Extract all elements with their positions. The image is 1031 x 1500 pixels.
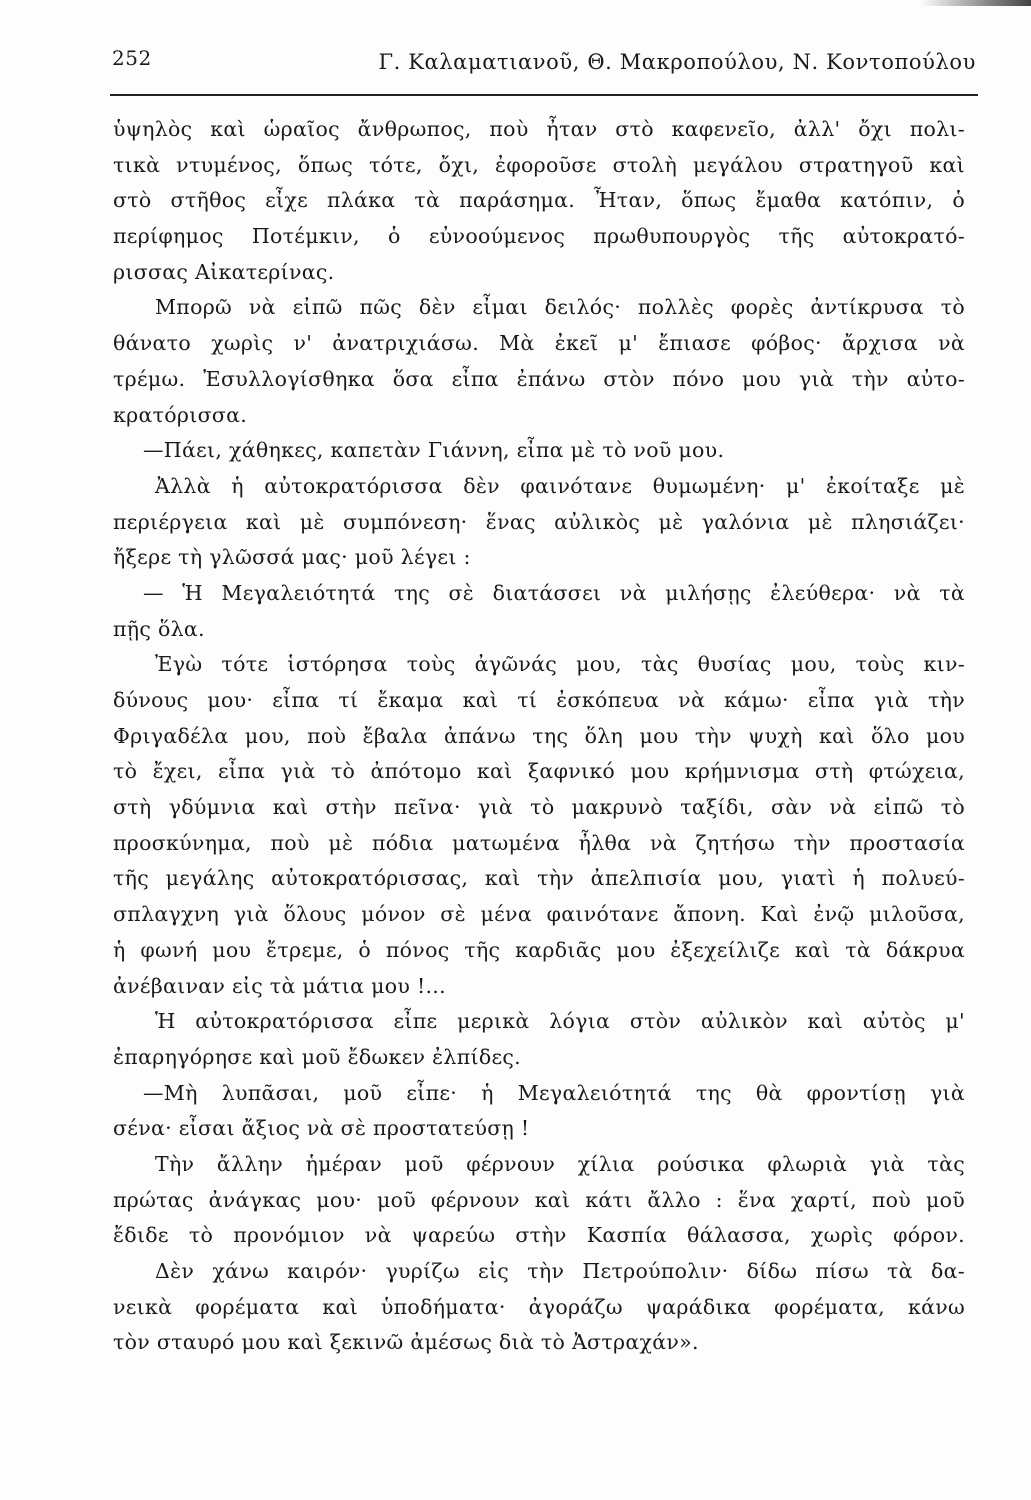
text-line: Ἀλλὰ ἡ αὐτοκρατόρισσα δὲν φαινότανε θυμωμένη· μ' ἐκοίταξε μὲ [155,473,965,498]
text-line: νεικὰ φορέματα καὶ ὑποδήματα· ἀγοράζω ψαράδικα φορέματα, κάνω [113,1294,965,1319]
text-line: ὑψηλὸς καὶ ὡραῖος ἄνθρωπος, ποὺ ἦταν στὸ καφενεῖο, ἀλλ' ὄχι πολι- [113,117,965,141]
text-line: Ἐγὼ τότε ἱστόρησα τοὺς ἀγῶνάς μου, τὰς θυσίας μου, τοὺς κιν- [155,652,965,677]
page-header [110,38,980,88]
text-line: τῆς μεγάλης αὐτοκρατόρισσας, καὶ τὴν ἀπελπισία μου, γιατὶ ἡ πολυεύ- [113,866,965,891]
text-line: πῇς ὅλα. [113,616,205,641]
text-line: Μπορῶ νὰ εἰπῶ πῶς δὲν εἶμαι δειλός· πολλὲς φορὲς ἀντίκρυσα τὸ [155,295,965,320]
text-line: —Μὴ λυπᾶσαι, μοῦ εἶπε· ἡ Μεγαλειότητά της θὰ φροντίσῃ γιὰ [143,1080,965,1105]
text-line: Ἡ αὐτοκρατόρισσα εἶπε μερικὰ λόγια στὸν αὐλικὸν καὶ αὐτὸς μ' [155,1009,965,1034]
text-line: περιέργεια καὶ μὲ συμπόνεση· ἕνας αὐλικὸς μὲ γαλόνια μὲ πλησιάζει· [113,509,965,534]
text-line: ἔδιδε τὸ προνόμιον νὰ ψαρεύω στὴν Κασπία θάλασσα, χωρὶς φόρον. [113,1223,965,1248]
text-line: στὸ στῆθος εἶχε πλάκα τὰ παράσημα. Ἦταν, ὅπως ἔμαθα κατόπιν, ὁ [113,188,965,213]
text-line: ἐπαρηγόρησε καὶ μοῦ ἔδωκεν ἐλπίδες. [113,1044,521,1069]
text-line: τὸν σταυρό μου καὶ ξεκινῶ ἀμέσως διὰ τὸ Ἀστραχάν». [113,1330,699,1355]
text-line: ἀνέβαιναν εἰς τὰ μάτια μου !... [113,973,446,998]
text-line: σένα· εἶσαι ἄξιος νὰ σὲ προστατεύσῃ ! [113,1116,530,1141]
text-line: θάνατο χωρὶς ν' ἀνατριχιάσω. Μὰ ἐκεῖ μ' ἔπιασε φόβος· ἄρχισα νὰ [113,331,965,356]
text-line: Τὴν ἄλλην ἡμέραν μοῦ φέρνουν χίλια ρούσικα φλωριὰ γιὰ τὰς [155,1151,965,1176]
header-rule [110,94,978,96]
text-line: τρέμω. Ἐσυλλογίσθηκα ὅσα εἶπα ἐπάνω στὸν πόνο μου γιὰ τὴν αὐτο- [113,366,965,391]
text-line: ρισσας Αἰκατερίνας. [113,259,335,284]
text-line: Δὲν χάνω καιρόν· γυρίζω εἰς τὴν Πετρούπολιν· δίδω πίσω τὰ δα- [155,1259,965,1283]
page-number: 252 [112,46,152,70]
text-line: Φριγαδέλα μου, ποὺ ἔβαλα ἀπάνω της ὅλη μου τὴν ψυχὴ καὶ ὅλο μου [113,723,965,748]
text-line: —Πάει, χάθηκες, καπετὰν Γιάννη, εἶπα μὲ τὸ νοῦ μου. [143,438,725,463]
text-line: ἡ φωνή μου ἔτρεμε, ὁ πόνος τῆς καρδιᾶς μου ἐξεχείλιζε καὶ τὰ δάκρυα [113,937,965,962]
text-line: σπλαγχνη γιὰ ὅλους μόνον σὲ μένα φαινότανε ἄπονη. Καὶ ἐνῷ μιλοῦσα, [113,902,965,927]
text-line: προσκύνημα, ποὺ μὲ πόδια ματωμένα ἦλθα νὰ ζητήσω τὴν προστασία [113,830,965,855]
text-line: τικὰ ντυμένος, ὅπως τότε, ὄχι, ἐφοροῦσε στολὴ μεγάλου στρατηγοῦ καὶ [113,152,965,177]
text-line: στὴ γδύμνια καὶ στὴν πεῖνα· γιὰ τὸ μακρυνὸ ταξίδι, σὰν νὰ εἰπῶ τὸ [113,795,965,820]
text-line: κρατόρισσα. [113,402,248,427]
text-line: τὸ ἔχει, εἶπα γιὰ τὸ ἀπότομο καὶ ξαφνικό μου κρήμνισμα στὴ φτώχεια, [113,759,965,784]
running-head: Γ. Καλαματιανοῦ, Θ. Μακροπούλου, Ν. Κοντοπούλου [378,50,976,74]
text-line: — Ἡ Μεγαλειότητά της σὲ διατάσσει νὰ μιλήσῃς ἐλεύθερα· νὰ τὰ [143,580,965,605]
text-line: δύνους μου· εἶπα τί ἔκαμα καὶ τί ἐσκόπευα νὰ κάμω· εἶπα γιὰ τὴν [113,688,965,712]
text-line: ἤξερε τὴ γλῶσσά μας· μοῦ λέγει : [113,545,471,570]
text-line: περίφημος Ποτέμκιν, ὁ εὐνοούμενος πρωθυπουργὸς τῆς αὐτοκρατό- [113,224,965,249]
scan-edge-shadow [921,0,1031,6]
body-text [113,112,965,1361]
text-line: πρώτας ἀνάγκας μου· μοῦ φέρνουν καὶ κάτι ἄλλο : ἕνα χαρτί, ποὺ μοῦ [113,1187,965,1212]
